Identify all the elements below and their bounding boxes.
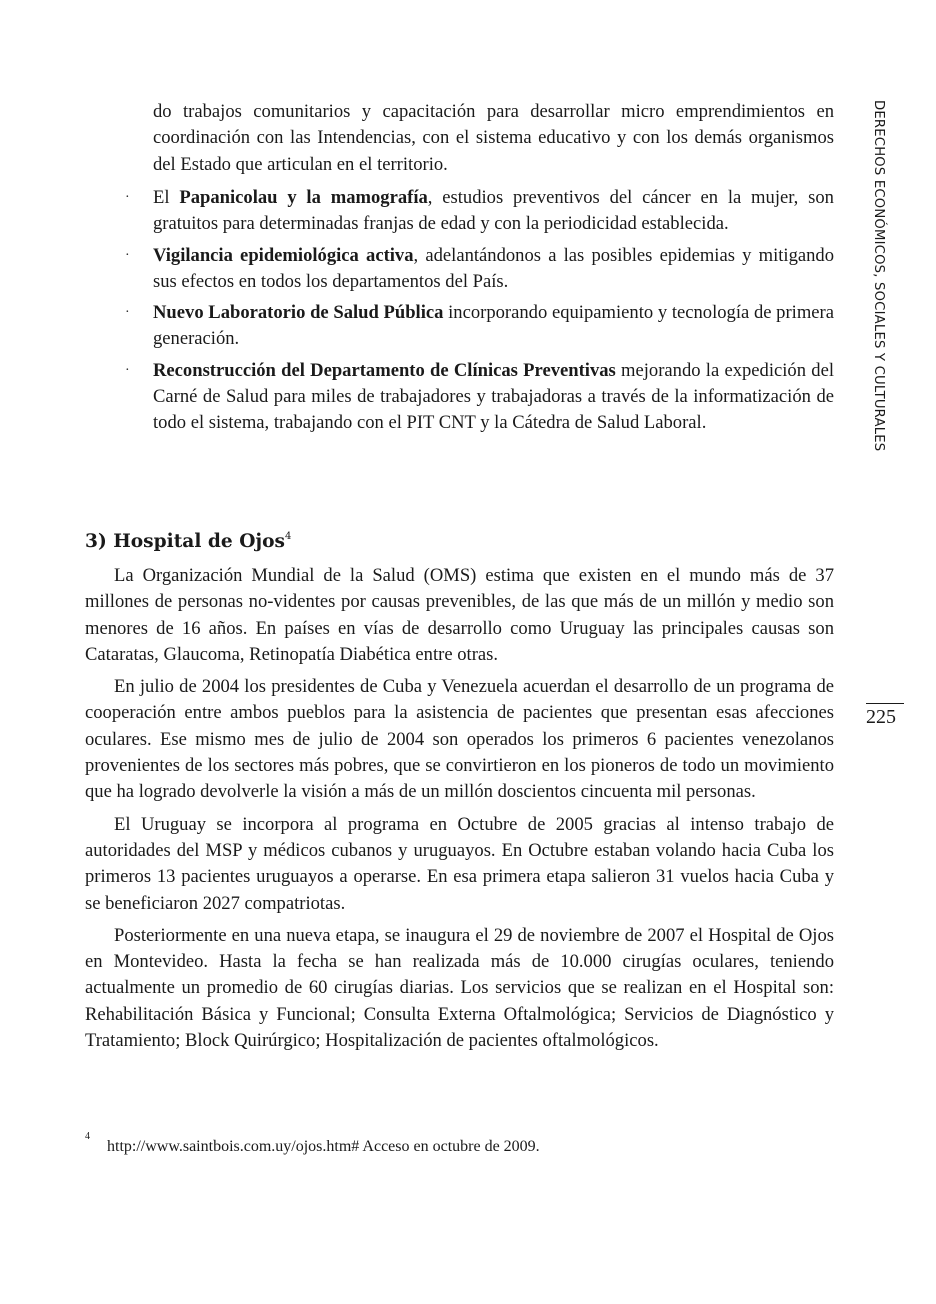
bullet-list [85,185,834,442]
footnote-text: http://www.saintbois.com.uy/ojos.htm# Acceso en octubre de 2009. [107,1138,540,1155]
footnote-number: 4 [85,1131,90,1142]
bullet-marker: · [125,362,130,378]
bullet-body-text: mejorando la expedición del Carné de Salud para miles de trabajadores y trabajadoras a través de la informatización de todo el sistema, trabajando con el PIT CNT y la Cátedra de Salud Laboral. [153,359,834,434]
bullet-marker: · [125,305,130,321]
continuation-paragraph: do trabajos comunitarios y capacitación para desarrollar micro emprendimientos en coordinación con las Intendencias, con el sistema educativo y con los demás organismos del Estado que articulan en el territorio. [153,101,834,175]
bullet-bold-text: Reconstrucción del Departamento de Clínicas Preventivas [153,359,616,381]
page-number-rule [866,703,904,704]
bullet-bold-text: Vigilancia epidemiológica activa [153,244,414,266]
bullet-item [85,243,834,296]
bullet-bold-text: Nuevo Laboratorio de Salud Pública [153,302,444,324]
section-body [85,563,834,1060]
body-paragraph: La Organización Mundial de la Salud (OMS) estima que existen en el mundo más de 37 millones de personas no-videntes por causas prevenibles, de las que más de un millón y medio son menores de 16 años. En países en vías de desarrollo como Uruguay las principales causas son Cataratas, Glaucoma, Retinopatía Diabética entre otras. [85,565,834,665]
running-header-text: DERECHOS ECONÓMICOS, SOCIALES Y CULTURALES [871,100,886,452]
bullet-bold-text: Papanicolau y la mamografía [179,187,428,208]
body-paragraph: El Uruguay se incorpora al programa en Octubre de 2005 gracias al intenso trabajo de autoridades del MSP y médicos cubanos y uruguayos. En Octubre estaban volando hacia Cuba los primeros 13 pacientes uruguayos a operarse. En esa primera etapa salieron 31 vuelos hacia Cuba y se beneficiaron 2027 compatriotas. [85,813,834,914]
bullet-body-text: , estudios preventivos del cáncer en la mujer, son gratuitos para determinadas franjas de edad y con la periodicidad establecida. [153,187,834,235]
body-paragraph: Posteriormente en una nueva etapa, se inaugura el 29 de noviembre de 2007 el Hospital de Ojos en Montevideo. Hasta la fecha se han realizada más de 10.000 cirugías oculares, teniendo actualmente un promedio de 60 cirugías diarias. Los servicios que se realizan en el Hospital son: Rehabilitación Básica y Funcional; Consulta Externa Oftalmológica; Servicios de Diagnóstico y Tratamiento; Block Quirúrgico; Hospitalización de pacientes oftalmológicos. [85,924,834,1052]
running-header-vertical [869,100,889,452]
body-paragraph: En julio de 2004 los presidentes de Cuba y Venezuela acuerdan el desarrollo de un programa de cooperación entre ambos pueblos para la asistencia de pacientes que presentan esas afecciones oculares. Ese mismo mes de julio de 2004 son operados los primeros 6 pacientes venezolanos provenientes de los sectores más pobres, que se convirtieron en los pioneros de todo un movimiento que ha logrado devolverle la visión a más de un millón doscientos cincuenta mil personas. [85,676,834,803]
bullet-body-text: incorporando equipamiento y tecnología de primera generación. [153,302,834,350]
page-number: 225 [866,706,896,728]
bullet-marker: · [125,247,130,263]
footnote-reference: 4 [284,531,292,542]
bullet-body-text: , adelantándonos a las posibles epidemias y mitigando sus efectos en todos los departamentos del País. [153,244,835,292]
bullet-item [85,300,834,353]
bullet-marker: · [125,190,130,205]
bullet-item [85,185,834,238]
bullet-item [85,358,834,437]
section-heading-text: 3) Hospital de Ojos [85,531,285,552]
bullet-lead-text: El [153,187,180,208]
section-heading [85,531,291,552]
